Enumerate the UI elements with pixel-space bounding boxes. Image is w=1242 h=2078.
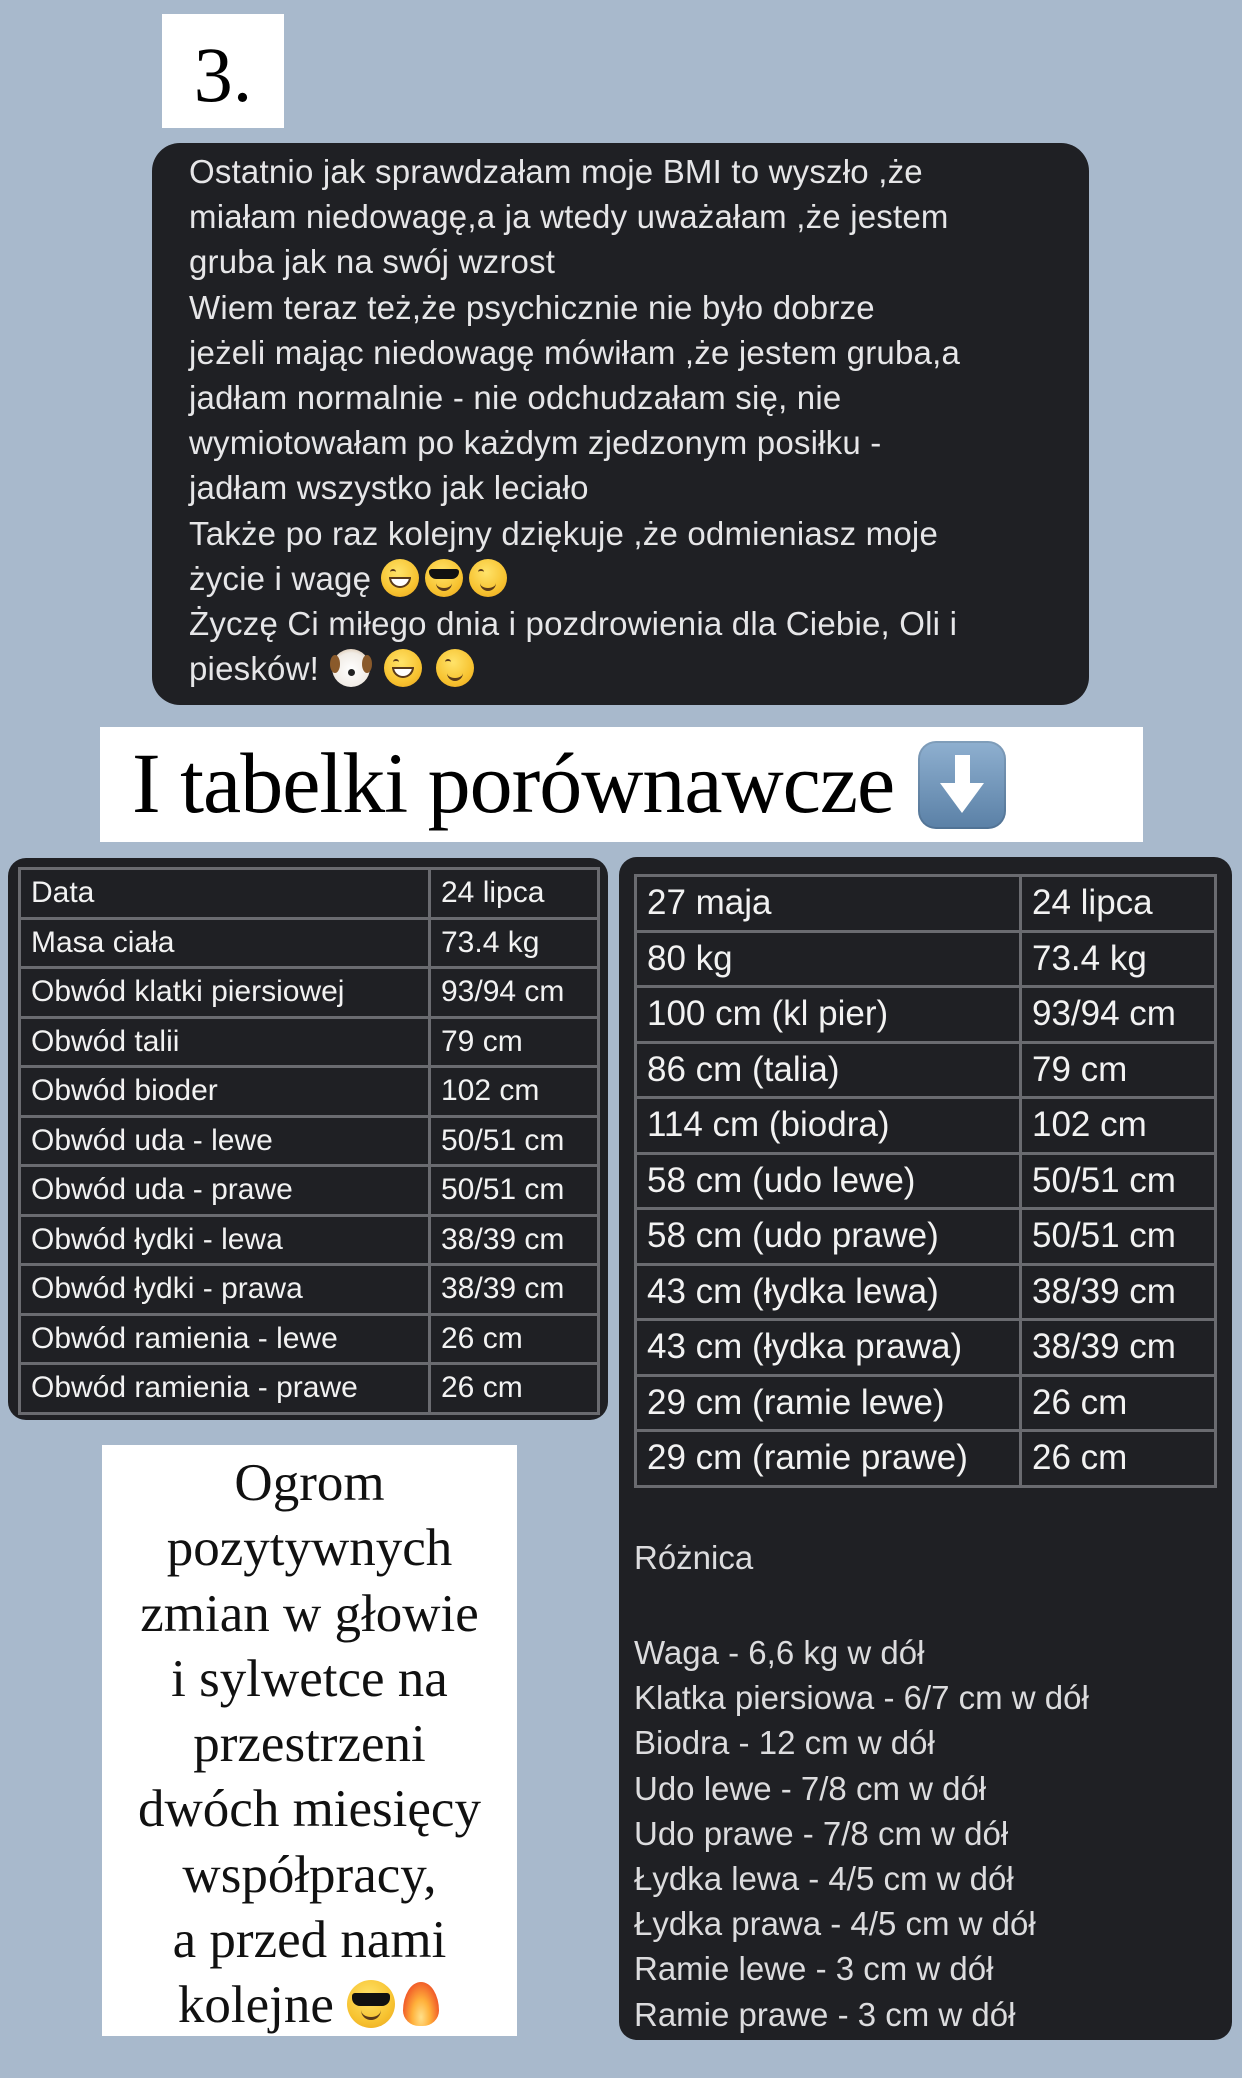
after-value: 50/51 cm xyxy=(1021,1209,1216,1265)
difference-item: Udo lewe - 7/8 cm w dół xyxy=(634,1769,987,1807)
after-value: 79 cm xyxy=(1021,1042,1216,1098)
before-value: 29 cm (ramie prawe) xyxy=(636,1431,1021,1487)
dog-face-icon xyxy=(332,649,370,687)
section-heading xyxy=(100,727,1143,842)
difference-item: Udo prawe - 7/8 cm w dół xyxy=(634,1814,1009,1852)
table-row xyxy=(636,1375,1216,1431)
message-line-with-emojis xyxy=(189,646,1069,691)
row-label: Obwód łydki - lewa xyxy=(20,1215,430,1265)
row-label: Obwód talii xyxy=(20,1017,430,1067)
summary-quote-box xyxy=(102,1445,517,2036)
smiling-face-icon xyxy=(469,559,507,597)
after-value: 38/39 cm xyxy=(1021,1264,1216,1320)
before-value: 43 cm (łydka prawa) xyxy=(636,1320,1021,1376)
before-value: 29 cm (ramie lewe) xyxy=(636,1375,1021,1431)
table-row xyxy=(20,1265,599,1315)
difference-item: Klatka piersiowa - 6/7 cm w dół xyxy=(634,1679,1089,1717)
table-row xyxy=(636,1320,1216,1376)
row-value: 26 cm xyxy=(430,1364,599,1414)
message-line: Życzę Ci miłego dnia i pozdrowienia dla Ciebie, Oli i xyxy=(189,605,958,643)
row-value: 50/51 cm xyxy=(430,1116,599,1166)
quote-line: pozytywnych xyxy=(166,1519,453,1578)
after-value: 50/51 cm xyxy=(1021,1153,1216,1209)
message-line: miałam niedowagę,a ja wtedy uważałam ,że jestem xyxy=(189,198,949,236)
row-value: 38/39 cm xyxy=(430,1215,599,1265)
table-row xyxy=(20,1116,599,1166)
quote-line: dwóch miesięcy xyxy=(138,1780,481,1839)
row-value: 26 cm xyxy=(430,1314,599,1364)
quote-line: przestrzeni xyxy=(193,1715,426,1774)
quote-line: zmian w głowie xyxy=(140,1584,479,1643)
table-row xyxy=(20,1364,599,1414)
table-row xyxy=(636,1431,1216,1487)
table-row xyxy=(20,869,599,919)
table-row xyxy=(636,1209,1216,1265)
fire-icon xyxy=(401,1978,441,2028)
row-value: 93/94 cm xyxy=(430,968,599,1018)
message-line: Także po raz kolejny dziękuje ,że odmieniasz moje xyxy=(189,514,938,552)
message-line: jeżeli mając niedowagę mówiłam ,że jestem gruba,a xyxy=(189,333,960,371)
row-value: 79 cm xyxy=(430,1017,599,1067)
after-value: 24 lipca xyxy=(1021,876,1216,932)
sunglasses-face-icon xyxy=(425,559,463,597)
difference-item: Ramie prawe - 3 cm w dół xyxy=(634,1995,1016,2033)
difference-title: Różnica xyxy=(634,1539,754,1576)
table-row xyxy=(20,1314,599,1364)
message-line: gruba jak na swój wzrost xyxy=(189,243,556,281)
comparison-card xyxy=(619,857,1232,2040)
row-label: Obwód łydki - prawa xyxy=(20,1265,430,1315)
before-value: 86 cm (talia) xyxy=(636,1042,1021,1098)
sunglasses-face-icon xyxy=(347,1980,395,2028)
row-label: Obwód klatki piersiowej xyxy=(20,968,430,1018)
after-value: 73.4 kg xyxy=(1021,931,1216,987)
current-measurements-table xyxy=(18,867,600,1415)
row-label: Obwód ramienia - prawe xyxy=(20,1364,430,1414)
before-value: 58 cm (udo lewe) xyxy=(636,1153,1021,1209)
table-row xyxy=(20,1166,599,1216)
difference-list xyxy=(634,1630,1089,2037)
difference-item: Waga - 6,6 kg w dół xyxy=(634,1634,925,1671)
after-value: 93/94 cm xyxy=(1021,987,1216,1043)
step-number: 3. xyxy=(193,31,253,118)
row-label: Masa ciała xyxy=(20,918,430,968)
message-line: Ostatnio jak sprawdzałam moje BMI to wyszło ,że xyxy=(189,153,923,190)
message-line-text: piesków! xyxy=(189,650,319,688)
row-value: 102 cm xyxy=(430,1067,599,1117)
after-value: 26 cm xyxy=(1021,1431,1216,1487)
table-row xyxy=(636,931,1216,987)
difference-item: Łydka prawa - 4/5 cm w dół xyxy=(634,1905,1036,1943)
difference-item: Łydka lewa - 4/5 cm w dół xyxy=(634,1860,1014,1898)
message-line-text: życie i wagę xyxy=(189,559,372,597)
message-line: jadłam wszystko jak leciało xyxy=(189,469,589,507)
before-value: 43 cm (łydka lewa) xyxy=(636,1264,1021,1320)
difference-item: Biodra - 12 cm w dół xyxy=(634,1724,935,1762)
table-row xyxy=(20,1215,599,1265)
table-row xyxy=(636,876,1216,932)
table-row xyxy=(20,1067,599,1117)
row-value: 50/51 cm xyxy=(430,1166,599,1216)
smiling-face-icon xyxy=(436,649,474,687)
row-label: Obwód uda - prawe xyxy=(20,1166,430,1216)
quote-line-with-emojis xyxy=(102,1973,517,2038)
table-row xyxy=(20,968,599,1018)
after-value: 102 cm xyxy=(1021,1098,1216,1154)
before-value: 27 maja xyxy=(636,876,1021,932)
after-value: 26 cm xyxy=(1021,1375,1216,1431)
heading-text: I tabelki porównawcze xyxy=(132,734,895,831)
message-line: jadłam normalnie - nie odchudzałam się, nie xyxy=(189,379,842,417)
after-value: 38/39 cm xyxy=(1021,1320,1216,1376)
table-row xyxy=(20,918,599,968)
before-value: 100 cm (kl pier) xyxy=(636,987,1021,1043)
row-label: Obwód uda - lewe xyxy=(20,1116,430,1166)
row-value: 24 lipca xyxy=(430,869,599,919)
table-row xyxy=(636,1098,1216,1154)
message-bubble xyxy=(152,143,1089,705)
current-measurements-card xyxy=(8,858,608,1420)
quote-line: współpracy, xyxy=(182,1845,437,1904)
table-row xyxy=(20,1017,599,1067)
before-value: 58 cm (udo prawe) xyxy=(636,1209,1021,1265)
before-value: 80 kg xyxy=(636,931,1021,987)
difference-item: Ramie lewe - 3 cm w dół xyxy=(634,1950,994,1988)
quote-line: a przed nami xyxy=(172,1911,447,1970)
row-label: Obwód ramienia - lewe xyxy=(20,1314,430,1364)
message-line: Wiem teraz też,że psychicznie nie było dobrze xyxy=(189,288,875,326)
row-label: Data xyxy=(20,869,430,919)
step-number-box xyxy=(162,14,284,128)
quote-line: i sylwetce na xyxy=(171,1649,448,1708)
message-line-with-emojis xyxy=(189,556,1069,601)
row-label: Obwód bioder xyxy=(20,1067,430,1117)
row-value: 73.4 kg xyxy=(430,918,599,968)
quote-line: Ogrom xyxy=(234,1454,385,1512)
grinning-face-icon xyxy=(384,649,422,687)
table-row xyxy=(636,1042,1216,1098)
table-row xyxy=(636,987,1216,1043)
row-value: 38/39 cm xyxy=(430,1265,599,1315)
table-row xyxy=(636,1264,1216,1320)
grinning-face-icon xyxy=(381,559,419,597)
before-value: 114 cm (biodra) xyxy=(636,1098,1021,1154)
quote-line-text: kolejne xyxy=(177,1976,334,2035)
message-line: wymiotowałam po każdym zjedzonym posiłku - xyxy=(189,424,882,462)
comparison-table xyxy=(634,874,1217,1488)
table-row xyxy=(636,1153,1216,1209)
down-arrow-icon xyxy=(918,741,1006,829)
